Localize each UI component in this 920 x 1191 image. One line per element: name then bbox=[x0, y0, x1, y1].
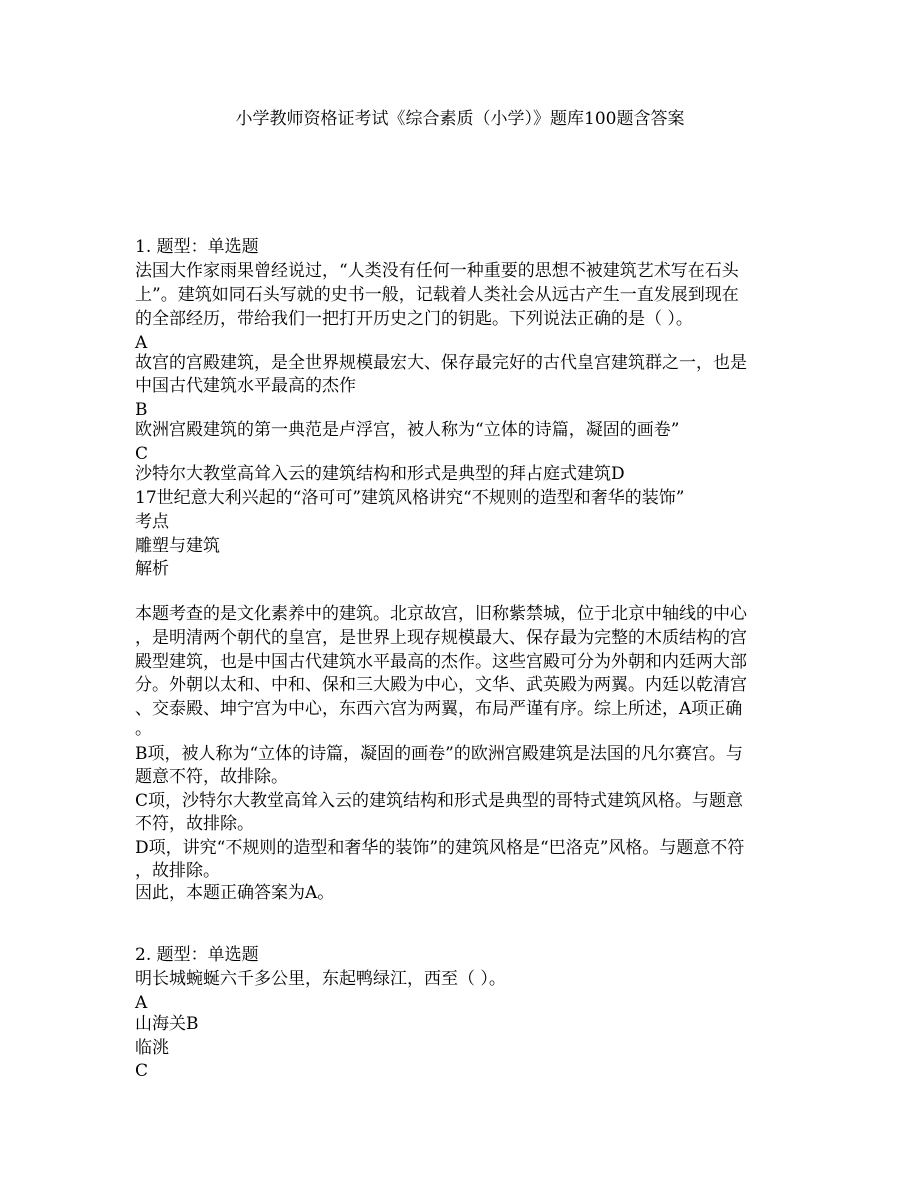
analysis-line-11: D项，讲究“不规则的造型和奢华的装饰”的建筑风格是“巴洛克”风格。与题意不符 bbox=[135, 838, 745, 858]
kaodian-label: 考点 bbox=[135, 512, 169, 532]
analysis-line-1: 本题考查的是文化素养中的建筑。北京故宫，旧称紫禁城，位于北京中轴线的中心 bbox=[135, 604, 747, 624]
option-c-label: C bbox=[135, 444, 149, 464]
analysis-line-5: 、交泰殿、坤宁宫为中心，东西六宫为两翼，布局严谨有序。综上所述，A项正确 bbox=[135, 699, 743, 719]
option-a-text-line-1: 故宫的宫殿建筑，是全世界规模最宏大、保存最完好的古代皇宫建筑群之一，也是 bbox=[135, 353, 747, 373]
analysis-line-12: ，故排除。 bbox=[135, 861, 220, 881]
analysis-line-8: 题意不符，故排除。 bbox=[135, 767, 288, 787]
analysis-label: 解析 bbox=[135, 559, 169, 579]
q2-option-c-label: C bbox=[135, 1061, 149, 1081]
q2-option-b-text: 临洮 bbox=[135, 1038, 169, 1058]
q2-option-a-label: A bbox=[135, 993, 148, 1013]
analysis-line-3: 殿型建筑，也是中国古代建筑水平最高的杰作。这些宫殿可分为外朝和内廷两大部 bbox=[135, 652, 747, 672]
question-2-type: 2. 题型：单选题 bbox=[135, 945, 259, 965]
answer-conclusion: 因此，本题正确答案为A。 bbox=[135, 883, 335, 903]
question-2-stem: 明长城蜿蜒六千多公里，东起鸭绿江，西至（ ）。 bbox=[135, 969, 506, 989]
option-c-text: 沙特尔大教堂高耸入云的建筑结构和形式是典型的拜占庭式建筑D bbox=[135, 464, 625, 484]
analysis-line-10: 不符，故排除。 bbox=[135, 814, 254, 834]
question-1-stem-line-3: 的全部经历，带给我们一把打开历史之门的钥匙。下列说法正确的是（ ）。 bbox=[135, 309, 693, 329]
option-b-text: 欧洲宫殿建筑的第一典范是卢浮宫，被人称为“立体的诗篇，凝固的画卷” bbox=[135, 420, 680, 440]
option-b-label: B bbox=[135, 400, 148, 420]
option-a-text-line-2: 中国古代建筑水平最高的杰作 bbox=[135, 376, 356, 396]
option-a-label: A bbox=[135, 333, 148, 353]
analysis-line-7: B项，被人称为“立体的诗篇，凝固的画卷”的欧洲宫殿建筑是法国的凡尔赛宫。与 bbox=[135, 744, 743, 764]
option-d-text: 17世纪意大利兴起的“洛可可”建筑风格讲究“不规则的造型和奢华的装饰” bbox=[135, 488, 685, 508]
document-title: 小学教师资格证考试《综合素质（小学）》题库100题含答案 bbox=[235, 109, 685, 129]
analysis-line-2: ，是明清两个朝代的皇宫，是世界上现存规模最大、保存最为完整的木质结构的宫 bbox=[135, 628, 747, 648]
question-1-type: 1. 题型：单选题 bbox=[135, 237, 259, 257]
q2-option-a-text: 山海关B bbox=[135, 1014, 199, 1034]
question-1-stem-line-2: 上”。建筑如同石头写就的史书一般，记载着人类社会从远古产生一直发展到现在 bbox=[135, 285, 739, 305]
analysis-line-4: 分。外朝以太和、中和、保和三大殿为中心，文华、武英殿为两翼。内廷以乾清宫 bbox=[135, 675, 747, 695]
analysis-line-9: C项，沙特尔大教堂高耸入云的建筑结构和形式是典型的哥特式建筑风格。与题意 bbox=[135, 791, 744, 811]
analysis-line-6: 。 bbox=[135, 719, 152, 739]
kaodian-value: 雕塑与建筑 bbox=[135, 536, 220, 556]
question-1-stem-line-1: 法国大作家雨果曾经说过，“人类没有任何一种重要的思想不被建筑艺术写在石头 bbox=[135, 261, 739, 281]
